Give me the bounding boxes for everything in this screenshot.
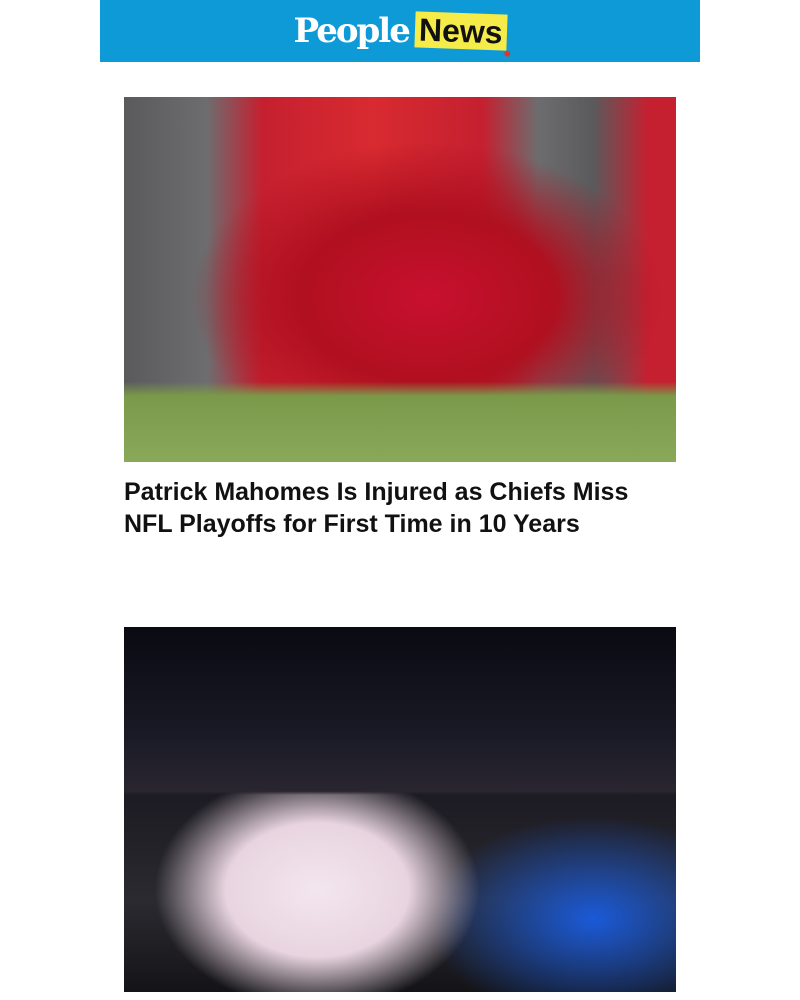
- article-image-football-injury[interactable]: [124, 97, 676, 462]
- article-headline[interactable]: Patrick Mahomes Is Injured as Chiefs Miss NFL Playoffs for First Time in 10 Years: [124, 478, 629, 538]
- people-news-logo[interactable]: [294, 11, 507, 51]
- header-bar: [100, 0, 700, 62]
- article-image-police-scene[interactable]: [124, 627, 676, 992]
- logo-news-text: News: [414, 11, 507, 50]
- article-card[interactable]: [124, 97, 676, 540]
- article-card[interactable]: [124, 627, 676, 992]
- logo-people-text: People: [293, 11, 409, 51]
